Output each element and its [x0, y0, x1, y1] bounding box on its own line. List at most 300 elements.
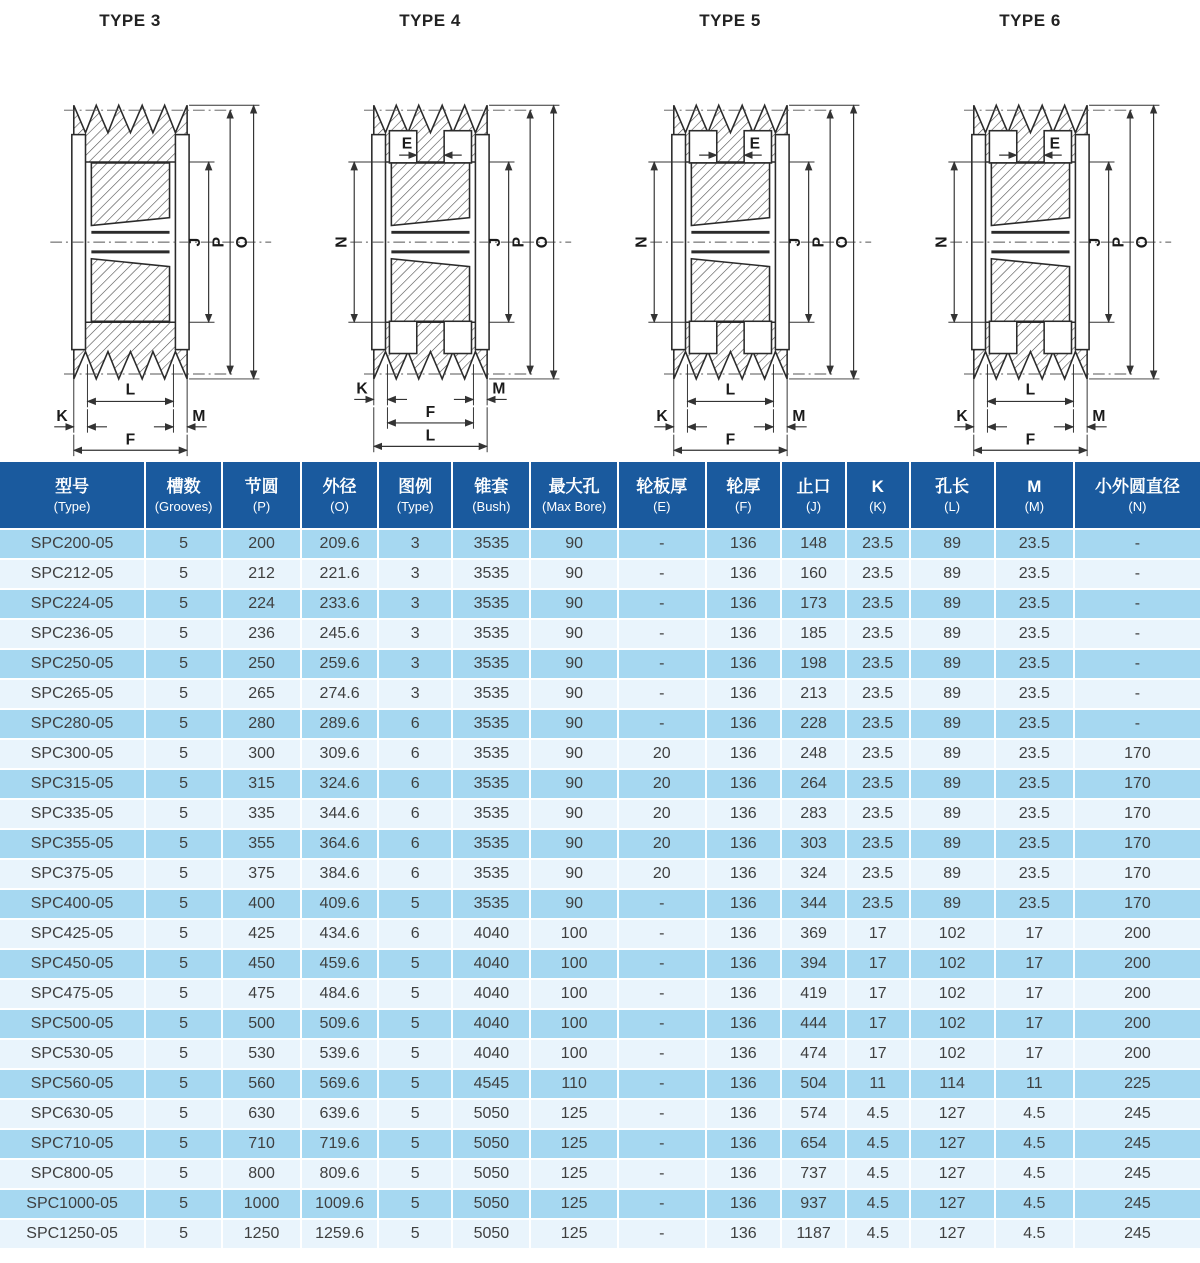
table-cell: 233.6	[301, 589, 378, 619]
table-cell: 23.5	[846, 829, 910, 859]
table-cell: 5	[145, 589, 222, 619]
table-cell: 3	[378, 619, 452, 649]
table-cell: 248	[781, 739, 846, 769]
table-cell: 355	[222, 829, 301, 859]
table-cell: SPC355-05	[0, 829, 145, 859]
table-cell: SPC400-05	[0, 889, 145, 919]
table-cell: -	[1074, 589, 1200, 619]
pulley-drawing-type-6	[900, 10, 1200, 462]
table-cell: SPC475-05	[0, 979, 145, 1009]
table-cell: 309.6	[301, 739, 378, 769]
table-cell: 23.5	[846, 589, 910, 619]
table-cell: 125	[530, 1159, 618, 1189]
table-cell: 90	[530, 739, 618, 769]
table-cell: 250	[222, 649, 301, 679]
table-cell: 136	[706, 1069, 782, 1099]
table-cell: 259.6	[301, 649, 378, 679]
table-cell: SPC560-05	[0, 1069, 145, 1099]
table-cell: 419	[781, 979, 846, 1009]
table-cell: 5	[145, 1219, 222, 1248]
table-cell: 475	[222, 979, 301, 1009]
table-cell: -	[1074, 559, 1200, 589]
table-cell: 90	[530, 829, 618, 859]
table-cell: 3535	[452, 619, 530, 649]
column-header: K (K)	[846, 462, 910, 529]
dim-label-j: J	[1086, 237, 1104, 247]
dim-label-o: O	[533, 236, 551, 249]
table-cell: 303	[781, 829, 846, 859]
table-cell: 136	[706, 1219, 782, 1248]
table-cell: 335	[222, 799, 301, 829]
table-cell: 1259.6	[301, 1219, 378, 1248]
table-row	[0, 1099, 1200, 1129]
table-cell: -	[618, 949, 706, 979]
table-cell: 100	[530, 1039, 618, 1069]
dim-label-m: M	[1092, 407, 1106, 425]
table-cell: 5	[378, 1189, 452, 1219]
table-cell: 654	[781, 1129, 846, 1159]
pulley-drawing-type-4	[300, 10, 600, 462]
table-cell: -	[618, 1069, 706, 1099]
table-cell: -	[618, 1039, 706, 1069]
table-cell: 213	[781, 679, 846, 709]
pulley-cross-section-type-3	[22, 32, 278, 462]
table-cell: 4.5	[846, 1159, 910, 1189]
table-cell: -	[618, 889, 706, 919]
table-cell: -	[618, 649, 706, 679]
table-cell: 5	[378, 979, 452, 1009]
table-cell: 198	[781, 649, 846, 679]
table-header-row	[0, 462, 1200, 529]
table-cell: 450	[222, 949, 301, 979]
table-cell: 136	[706, 589, 782, 619]
table-cell: 136	[706, 1189, 782, 1219]
table-cell: 5	[145, 739, 222, 769]
table-cell: 5	[145, 919, 222, 949]
dim-label-p: P	[210, 236, 228, 248]
table-cell: 6	[378, 709, 452, 739]
table-cell: 5	[145, 769, 222, 799]
table-cell: 459.6	[301, 949, 378, 979]
table-cell: 125	[530, 1219, 618, 1248]
dim-label-j: J	[786, 237, 804, 247]
table-cell: 5	[145, 979, 222, 1009]
table-cell: 4.5	[846, 1099, 910, 1129]
table-cell: 200	[222, 529, 301, 559]
table-cell: 102	[910, 919, 995, 949]
table-cell: 3	[378, 679, 452, 709]
table-cell: -	[618, 589, 706, 619]
table-cell: 17	[846, 949, 910, 979]
table-cell: 434.6	[301, 919, 378, 949]
table-cell: 530	[222, 1039, 301, 1069]
table-row	[0, 589, 1200, 619]
table-cell: 102	[910, 949, 995, 979]
table-cell: 89	[910, 559, 995, 589]
table-row	[0, 949, 1200, 979]
table-cell: 23.5	[995, 859, 1074, 889]
table-cell: 23.5	[995, 799, 1074, 829]
table-cell: 127	[910, 1189, 995, 1219]
dim-label-m: M	[492, 380, 506, 398]
table-cell: 127	[910, 1099, 995, 1129]
table-cell: 3535	[452, 589, 530, 619]
table-cell: 737	[781, 1159, 846, 1189]
table-cell: 136	[706, 1159, 782, 1189]
table-cell: 574	[781, 1099, 846, 1129]
table-cell: 89	[910, 649, 995, 679]
dim-label-j: J	[486, 237, 504, 247]
dim-label-e: E	[749, 135, 761, 153]
table-row	[0, 979, 1200, 1009]
table-cell: 5	[145, 619, 222, 649]
table-cell: 136	[706, 919, 782, 949]
column-header: 最大孔 (Max Bore)	[530, 462, 618, 529]
table-cell: 289.6	[301, 709, 378, 739]
table-cell: 3535	[452, 649, 530, 679]
table-cell: 125	[530, 1129, 618, 1159]
table-cell: 5	[378, 1069, 452, 1099]
table-cell: 200	[1074, 979, 1200, 1009]
table-cell: 136	[706, 559, 782, 589]
table-cell: 4040	[452, 979, 530, 1009]
table-cell: 23.5	[995, 889, 1074, 919]
table-cell: 1187	[781, 1219, 846, 1248]
table-cell: 89	[910, 799, 995, 829]
table-cell: 3535	[452, 769, 530, 799]
table-cell: 136	[706, 709, 782, 739]
table-cell: 5050	[452, 1129, 530, 1159]
table-cell: 17	[846, 919, 910, 949]
table-cell: 136	[706, 1129, 782, 1159]
table-cell: 23.5	[846, 529, 910, 559]
table-cell: 800	[222, 1159, 301, 1189]
table-cell: 102	[910, 979, 995, 1009]
pulley-drawing-type-5	[600, 10, 900, 462]
table-cell: -	[1074, 679, 1200, 709]
table-cell: 6	[378, 739, 452, 769]
table-cell: 127	[910, 1159, 995, 1189]
table-cell: 136	[706, 949, 782, 979]
table-cell: -	[1074, 709, 1200, 739]
table-cell: 136	[706, 829, 782, 859]
table-cell: 560	[222, 1069, 301, 1099]
dim-label-k: K	[656, 407, 668, 425]
table-cell: 17	[995, 949, 1074, 979]
table-row	[0, 619, 1200, 649]
dim-label-n: N	[333, 236, 351, 248]
table-cell: 500	[222, 1009, 301, 1039]
table-cell: 4.5	[995, 1129, 1074, 1159]
table-cell: 200	[1074, 949, 1200, 979]
table-cell: 344	[781, 889, 846, 919]
table-cell: 17	[846, 979, 910, 1009]
table-cell: 23.5	[846, 889, 910, 919]
dim-label-k: K	[56, 407, 68, 425]
table-cell: 90	[530, 679, 618, 709]
table-cell: 100	[530, 949, 618, 979]
table-cell: 375	[222, 859, 301, 889]
table-cell: 209.6	[301, 529, 378, 559]
table-cell: 425	[222, 919, 301, 949]
table-cell: -	[618, 1129, 706, 1159]
table-cell: 136	[706, 529, 782, 559]
table-cell: 136	[706, 1009, 782, 1039]
table-cell: 136	[706, 769, 782, 799]
table-cell: 136	[706, 799, 782, 829]
table-cell: 5	[145, 1189, 222, 1219]
table-cell: 4.5	[846, 1219, 910, 1248]
table-cell: 3535	[452, 739, 530, 769]
table-cell: 17	[846, 1039, 910, 1069]
table-cell: 90	[530, 769, 618, 799]
table-cell: 324.6	[301, 769, 378, 799]
table-cell: SPC500-05	[0, 1009, 145, 1039]
table-cell: 3	[378, 559, 452, 589]
table-cell: 89	[910, 679, 995, 709]
table-row	[0, 1039, 1200, 1069]
dim-label-l: L	[425, 427, 436, 445]
table-cell: 23.5	[995, 709, 1074, 739]
table-row	[0, 679, 1200, 709]
table-cell: 170	[1074, 799, 1200, 829]
table-cell: 5	[378, 1219, 452, 1248]
table-cell: SPC224-05	[0, 589, 145, 619]
table-cell: 630	[222, 1099, 301, 1129]
table-cell: 5	[145, 1009, 222, 1039]
table-cell: 185	[781, 619, 846, 649]
table-cell: 136	[706, 649, 782, 679]
table-row	[0, 709, 1200, 739]
table-cell: -	[618, 1219, 706, 1248]
dim-label-f: F	[425, 404, 436, 422]
table-cell: 23.5	[995, 529, 1074, 559]
table-row	[0, 799, 1200, 829]
table-cell: SPC800-05	[0, 1159, 145, 1189]
table-cell: 11	[995, 1069, 1074, 1099]
table-cell: 23.5	[995, 619, 1074, 649]
table-row	[0, 859, 1200, 889]
column-header: 图例 (Type)	[378, 462, 452, 529]
table-cell: 5	[378, 1129, 452, 1159]
table-cell: 100	[530, 919, 618, 949]
column-header: 止口 (J)	[781, 462, 846, 529]
table-cell: 504	[781, 1069, 846, 1099]
pulley-drawing-type-3	[0, 10, 300, 462]
table-cell: 264	[781, 769, 846, 799]
dim-label-n: N	[633, 236, 651, 248]
table-cell: 4.5	[995, 1219, 1074, 1248]
table-cell: 23.5	[995, 679, 1074, 709]
table-cell: 136	[706, 979, 782, 1009]
table-cell: 245	[1074, 1099, 1200, 1129]
column-header: 锥套 (Bush)	[452, 462, 530, 529]
table-cell: 400	[222, 889, 301, 919]
table-cell: 639.6	[301, 1099, 378, 1129]
table-cell: 5050	[452, 1159, 530, 1189]
table-cell: SPC530-05	[0, 1039, 145, 1069]
table-cell: 100	[530, 979, 618, 1009]
table-cell: 17	[995, 979, 1074, 1009]
table-cell: 4.5	[995, 1189, 1074, 1219]
table-cell: 5	[145, 889, 222, 919]
table-cell: 280	[222, 709, 301, 739]
table-cell: SPC265-05	[0, 679, 145, 709]
table-row	[0, 649, 1200, 679]
table-cell: -	[618, 1099, 706, 1129]
table-cell: 90	[530, 589, 618, 619]
table-body	[0, 529, 1200, 1248]
table-row	[0, 1129, 1200, 1159]
table-cell: 509.6	[301, 1009, 378, 1039]
dim-label-n: N	[933, 236, 951, 248]
table-cell: 221.6	[301, 559, 378, 589]
table-cell: 89	[910, 619, 995, 649]
table-cell: SPC1000-05	[0, 1189, 145, 1219]
dim-label-j: J	[186, 237, 204, 247]
pulley-cross-section-type-5	[622, 32, 878, 462]
table-cell: 3535	[452, 529, 530, 559]
table-cell: 3535	[452, 679, 530, 709]
table-cell: 170	[1074, 829, 1200, 859]
dim-label-p: P	[1110, 236, 1128, 248]
table-cell: 170	[1074, 769, 1200, 799]
column-header: 槽数 (Grooves)	[145, 462, 222, 529]
table-cell: SPC710-05	[0, 1129, 145, 1159]
table-cell: 3	[378, 529, 452, 559]
dim-label-p: P	[510, 236, 528, 248]
table-cell: 89	[910, 529, 995, 559]
table-row	[0, 1009, 1200, 1039]
table-cell: 23.5	[846, 619, 910, 649]
drawing-title: TYPE 3	[99, 11, 161, 30]
table-cell: 200	[1074, 1009, 1200, 1039]
table-cell: 5	[145, 1039, 222, 1069]
table-cell: 4040	[452, 919, 530, 949]
table-cell: 4.5	[846, 1189, 910, 1219]
table-cell: 23.5	[846, 739, 910, 769]
table-cell: 6	[378, 859, 452, 889]
table-cell: 265	[222, 679, 301, 709]
table-cell: 23.5	[995, 589, 1074, 619]
table-cell: 5	[145, 529, 222, 559]
column-header: 轮板厚 (E)	[618, 462, 706, 529]
table-cell: 394	[781, 949, 846, 979]
table-cell: -	[618, 559, 706, 589]
table-cell: SPC250-05	[0, 649, 145, 679]
table-cell: 17	[846, 1009, 910, 1039]
table-cell: 5050	[452, 1219, 530, 1248]
table-cell: 170	[1074, 739, 1200, 769]
table-cell: 90	[530, 649, 618, 679]
table-cell: SPC375-05	[0, 859, 145, 889]
table-cell: -	[618, 1009, 706, 1039]
table-cell: 236	[222, 619, 301, 649]
table-cell: 170	[1074, 859, 1200, 889]
table-cell: 3535	[452, 889, 530, 919]
table-row	[0, 829, 1200, 859]
table-cell: 136	[706, 679, 782, 709]
table-cell: 200	[1074, 919, 1200, 949]
table-cell: 20	[618, 739, 706, 769]
table-cell: -	[1074, 619, 1200, 649]
table-row	[0, 1219, 1200, 1248]
table-cell: 225	[1074, 1069, 1200, 1099]
table-cell: 5	[145, 559, 222, 589]
table-cell: 17	[995, 919, 1074, 949]
table-cell: 23.5	[846, 769, 910, 799]
table-cell: 369	[781, 919, 846, 949]
table-cell: 23.5	[995, 649, 1074, 679]
table-cell: 5050	[452, 1189, 530, 1219]
table-cell: 90	[530, 859, 618, 889]
dim-label-k: K	[956, 407, 968, 425]
table-cell: -	[618, 1189, 706, 1219]
table-row	[0, 529, 1200, 559]
table-row	[0, 889, 1200, 919]
table-cell: 23.5	[995, 829, 1074, 859]
table-cell: 6	[378, 829, 452, 859]
table-cell: 283	[781, 799, 846, 829]
table-cell: 148	[781, 529, 846, 559]
table-cell: 110	[530, 1069, 618, 1099]
table-cell: 20	[618, 859, 706, 889]
dim-label-o: O	[833, 236, 851, 249]
column-header: M (M)	[995, 462, 1074, 529]
table-cell: 224	[222, 589, 301, 619]
table-cell: 4.5	[995, 1099, 1074, 1129]
table-cell: 114	[910, 1069, 995, 1099]
table-cell: 100	[530, 1009, 618, 1039]
table-row	[0, 1069, 1200, 1099]
table-cell: -	[618, 679, 706, 709]
table-cell: 23.5	[995, 559, 1074, 589]
table-cell: 23.5	[846, 559, 910, 589]
table-cell: 23.5	[846, 859, 910, 889]
table-cell: 1009.6	[301, 1189, 378, 1219]
table-cell: 245	[1074, 1219, 1200, 1248]
table-cell: 23.5	[995, 739, 1074, 769]
table-cell: 170	[1074, 889, 1200, 919]
dim-label-l: L	[1025, 381, 1036, 399]
table-cell: 89	[910, 769, 995, 799]
table-cell: 409.6	[301, 889, 378, 919]
table-cell: 245	[1074, 1189, 1200, 1219]
table-cell: 3535	[452, 859, 530, 889]
table-cell: 5	[145, 1069, 222, 1099]
table-cell: 89	[910, 889, 995, 919]
table-cell: 5	[145, 1129, 222, 1159]
table-cell: 569.6	[301, 1069, 378, 1099]
dim-label-l: L	[725, 381, 736, 399]
table-cell: 344.6	[301, 799, 378, 829]
dim-label-e: E	[401, 135, 413, 153]
table-cell: 89	[910, 739, 995, 769]
table-cell: 20	[618, 769, 706, 799]
table-cell: 5	[145, 829, 222, 859]
table-cell: 228	[781, 709, 846, 739]
table-cell: 5	[145, 859, 222, 889]
table-cell: 300	[222, 739, 301, 769]
table-cell: 23.5	[995, 769, 1074, 799]
table-cell: 3535	[452, 709, 530, 739]
table-cell: 6	[378, 769, 452, 799]
table-cell: 5	[145, 649, 222, 679]
table-cell: 173	[781, 589, 846, 619]
table-row	[0, 769, 1200, 799]
dim-label-p: P	[810, 236, 828, 248]
table-cell: 23.5	[846, 709, 910, 739]
